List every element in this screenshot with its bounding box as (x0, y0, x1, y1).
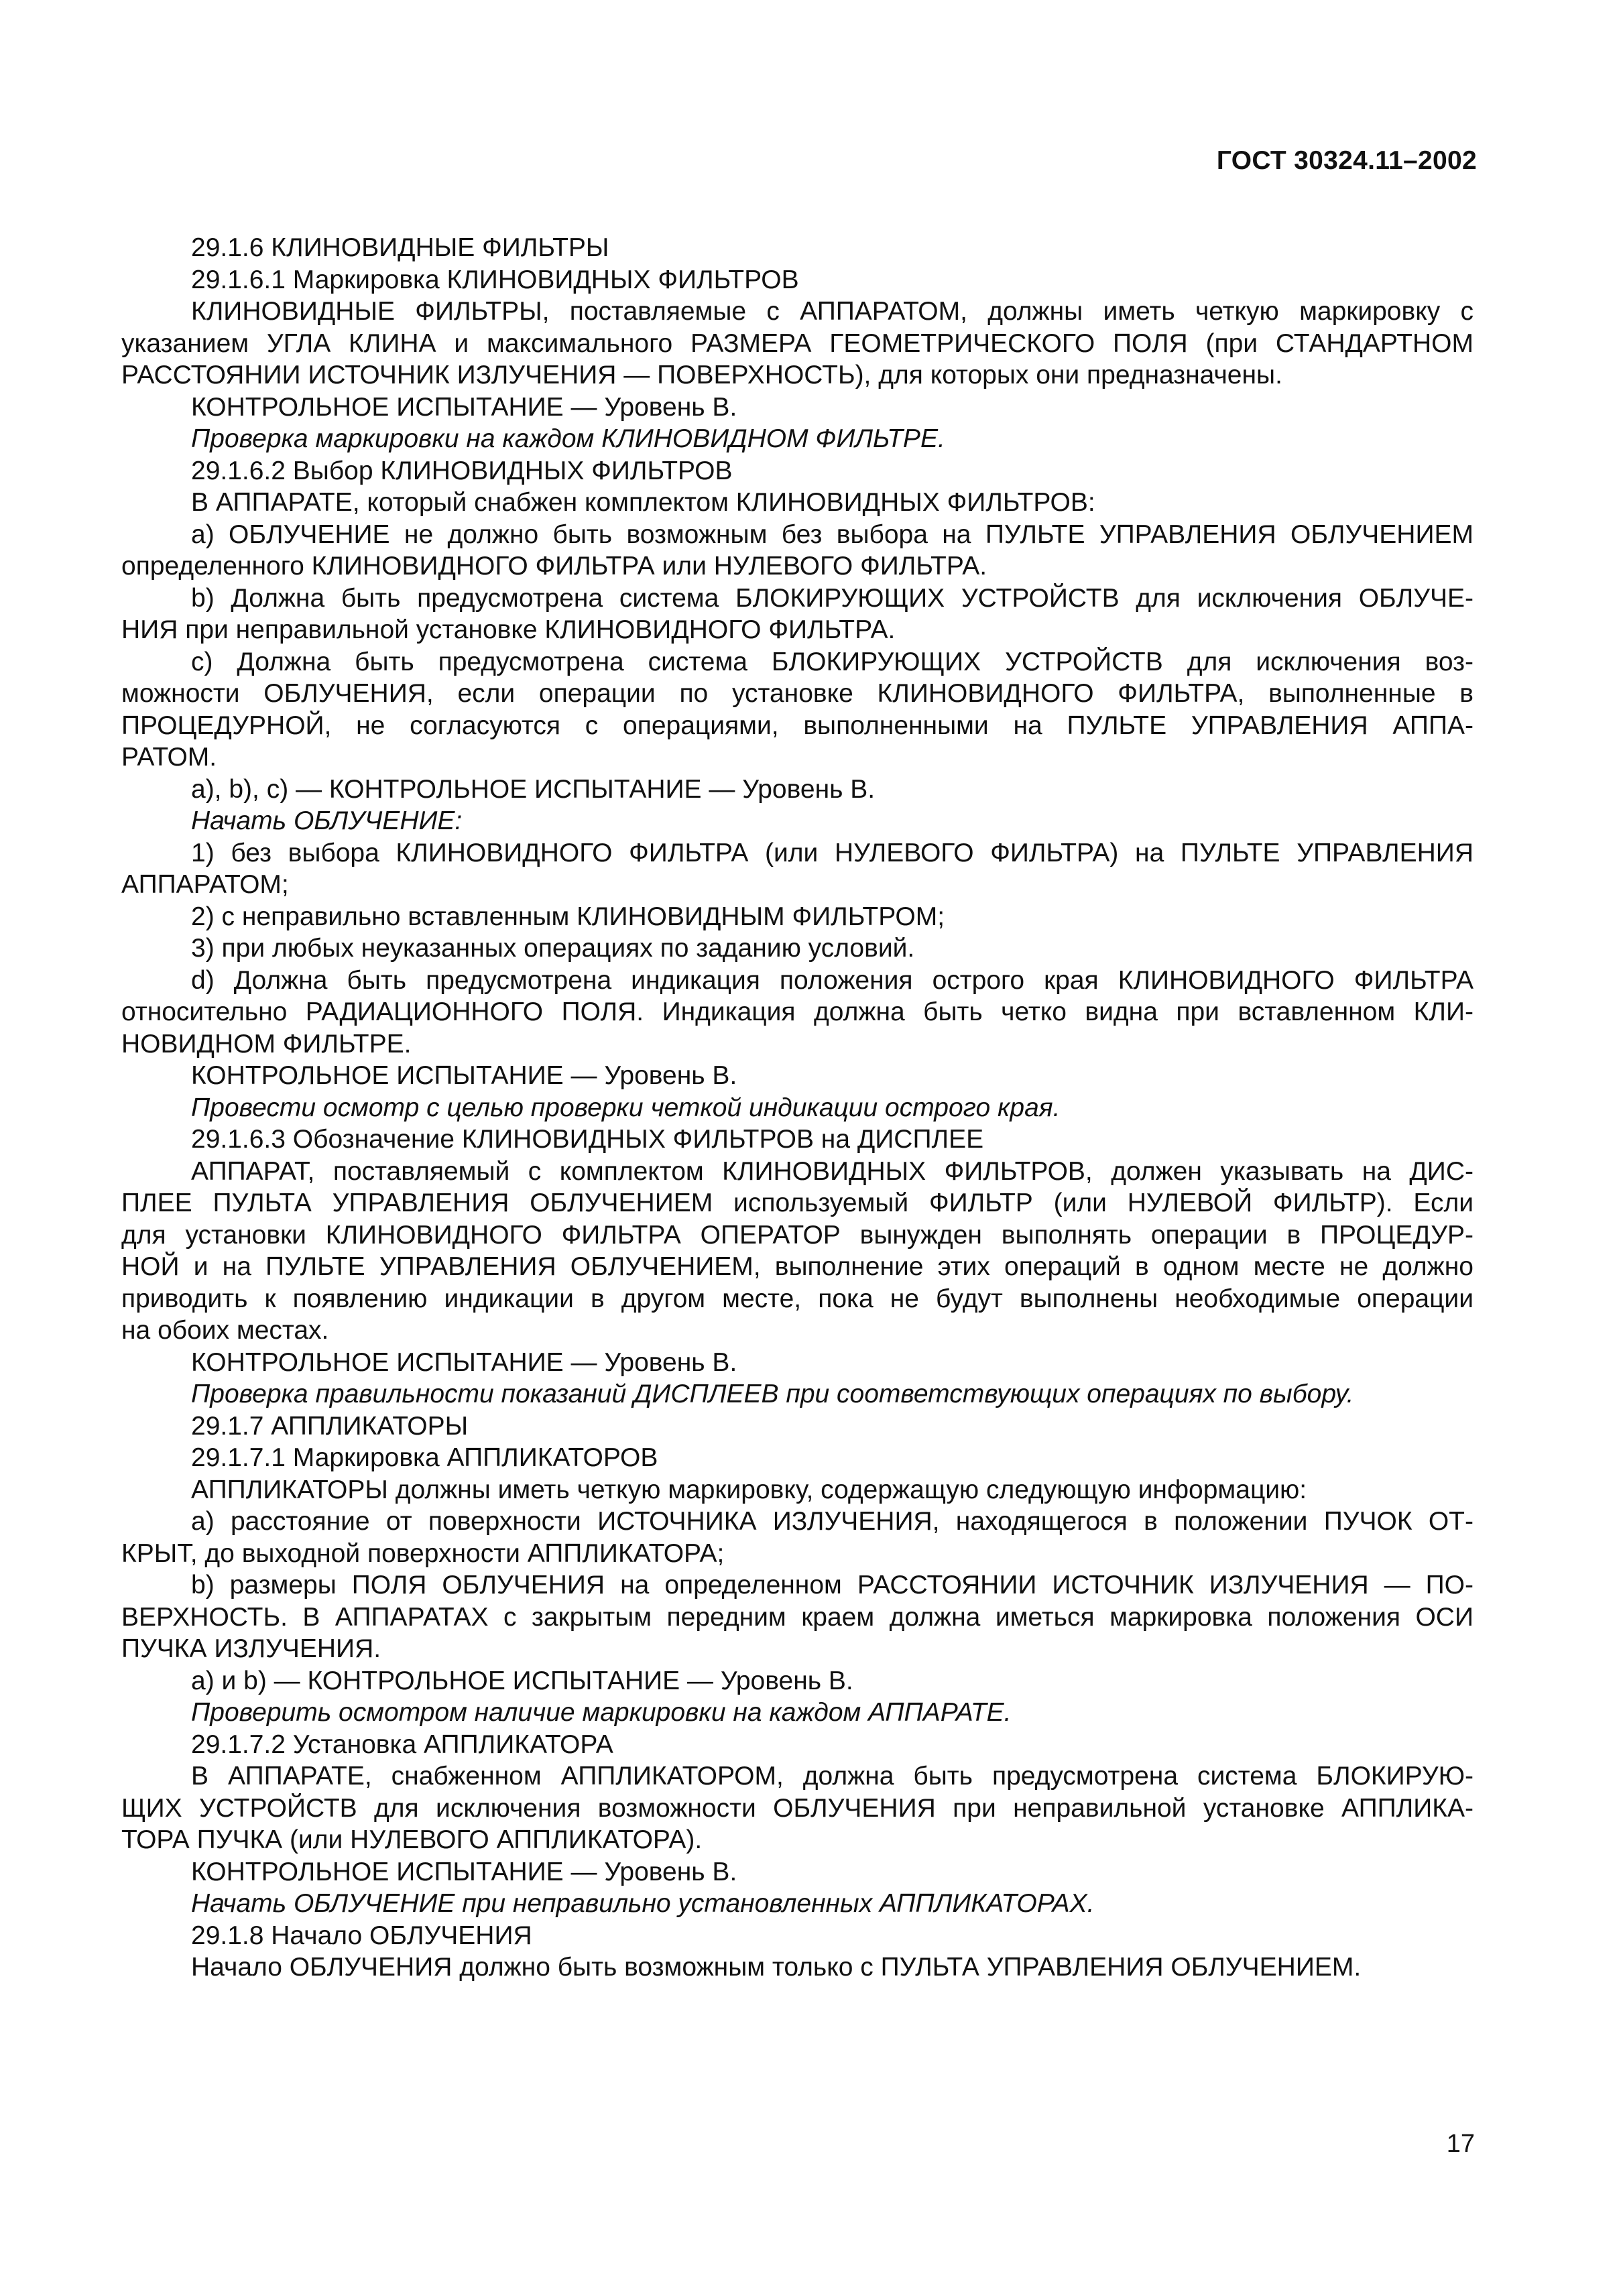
text-line: 1) без выбора КЛИНОВИДНОГО ФИЛЬТРА (или НУЛЕВОГО ФИЛЬТРА) на ПУЛЬТЕ УПРАВЛЕНИЯ (191, 838, 1474, 867)
text-line: 29.1.8 Начало ОБЛУЧЕНИЯ (191, 1921, 532, 1950)
text-line: КОНТРОЛЬНОЕ ИСПЫТАНИЕ — Уровень В. (191, 1857, 737, 1886)
text-line: 29.1.6.1 Маркировка КЛИНОВИДНЫХ ФИЛЬТРОВ (191, 265, 799, 294)
text-line: ПРОЦЕДУРНОЙ, не согласуются с операциями, выполненными на ПУЛЬТЕ УПРАВЛЕНИЯ АППА- (121, 711, 1474, 740)
text-line: В АППАРАТЕ, который снабжен комплектом КЛИНОВИДНЫХ ФИЛЬТРОВ: (191, 488, 1095, 517)
text-line: 29.1.7 АППЛИКАТОРЫ (191, 1411, 469, 1441)
text-line: b) размеры ПОЛЯ ОБЛУЧЕНИЯ на определенном РАССТОЯНИИ ИСТОЧНИК ИЗЛУЧЕНИЯ — ПО- (191, 1571, 1474, 1599)
text-line: КЛИНОВИДНЫЕ ФИЛЬТРЫ, поставляемые с АППАРАТОМ, должны иметь четкую маркировку с (191, 297, 1474, 326)
text-line: АППАРАТ, поставляемый с комплектом КЛИНОВИДНЫХ ФИЛЬТРОВ, должен указывать на ДИС- (191, 1156, 1474, 1186)
italic-text-line: Начать ОБЛУЧЕНИЕ при неправильно установленных АППЛИКАТОРАХ. (191, 1889, 1095, 1918)
text-line: указанием УГЛА КЛИНА и максимального РАЗМЕРА ГЕОМЕТРИЧЕСКОГО ПОЛЯ (при СТАНДАРТНОМ (121, 328, 1474, 358)
text-line: для установки КЛИНОВИДНОГО ФИЛЬТРА ОПЕРАТОР вынужден выполнять операции в ПРОЦЕДУР- (121, 1220, 1474, 1250)
text-line: приводить к появлению индикации в другом месте, пока не будут выполнены необходимые операции (121, 1284, 1474, 1313)
text-line: ПЛЕЕ ПУЛЬТА УПРАВЛЕНИЯ ОБЛУЧЕНИЕМ используемый ФИЛЬТР (или НУЛЕВОЙ ФИЛЬТР). Если (121, 1189, 1474, 1217)
document-body (121, 232, 1474, 1984)
italic-text-line: Проверка правильности показаний ДИСПЛЕЕВ при соответствующих операциях по выбору. (191, 1380, 1354, 1408)
text-line: а), b), с) — КОНТРОЛЬНОЕ ИСПЫТАНИЕ — Уровень В. (191, 774, 876, 804)
text-line: АППЛИКАТОРЫ должны иметь четкую маркировку, содержащую следующую информацию: (191, 1475, 1307, 1504)
text-line: КОНТРОЛЬНОЕ ИСПЫТАНИЕ — Уровень В. (191, 392, 737, 422)
text-line: 29.1.7.1 Маркировка АППЛИКАТОРОВ (191, 1443, 658, 1472)
italic-text-line: Провести осмотр с целью проверки четкой индикации острого края. (191, 1093, 1061, 1122)
text-line: можности ОБЛУЧЕНИЯ, если операции по установке КЛИНОВИДНОГО ФИЛЬТРА, выполненные в (121, 679, 1474, 708)
text-line: определенного КЛИНОВИДНОГО ФИЛЬТРА или НУЛЕВОГО ФИЛЬТРА. (121, 552, 987, 581)
text-line: 29.1.6 КЛИНОВИДНЫЕ ФИЛЬТРЫ (191, 233, 609, 262)
italic-text-line: Проверить осмотром наличие маркировки на каждом АППАРАТЕ. (191, 1698, 1012, 1727)
text-line: 3) при любых неуказанных операциях по заданию условий. (191, 934, 915, 963)
text-line: а) и b) — КОНТРОЛЬНОЕ ИСПЫТАНИЕ — Уровень В. (191, 1666, 853, 1695)
document-header: ГОСТ 30324.11–2002 (1216, 146, 1477, 175)
text-line: Начало ОБЛУЧЕНИЯ должно быть возможным только с ПУЛЬТА УПРАВЛЕНИЯ ОБЛУЧЕНИЕМ. (191, 1953, 1362, 1982)
text-line: В АППАРАТЕ, снабженном АППЛИКАТОРОМ, должна быть предусмотрена система БЛОКИРУЮ- (191, 1762, 1474, 1791)
text-line: d) Должна быть предусмотрена индикация положения острого края КЛИНОВИДНОГО ФИЛЬТРА (191, 965, 1474, 995)
text-line: РАССТОЯНИИ ИСТОЧНИК ИЗЛУЧЕНИЯ — ПОВЕРХНОСТЬ), для которых они предназначены. (121, 361, 1282, 389)
text-line: 29.1.7.2 Установка АППЛИКАТОРА (191, 1730, 613, 1759)
text-line: КОНТРОЛЬНОЕ ИСПЫТАНИЕ — Уровень В. (191, 1347, 737, 1377)
text-line: КОНТРОЛЬНОЕ ИСПЫТАНИЕ — Уровень В. (191, 1061, 737, 1090)
italic-text-line: Проверка маркировки на каждом КЛИНОВИДНОМ ФИЛЬТРЕ. (191, 424, 945, 453)
text-line: КРЫТ, до выходной поверхности АППЛИКАТОРА; (121, 1538, 725, 1568)
text-line: с) Должна быть предусмотрена система БЛОКИРУЮЩИХ УСТРОЙСТВ для исключения воз- (191, 647, 1474, 676)
text-line: НОВИДНОМ ФИЛЬТРЕ. (121, 1029, 412, 1059)
text-line: НИЯ при неправильной установке КЛИНОВИДНОГО ФИЛЬТРА. (121, 615, 896, 644)
text-line: АППАРАТОМ; (121, 870, 289, 899)
text-line: а) расстояние от поверхности ИСТОЧНИКА ИЗЛУЧЕНИЯ, находящегося в положении ПУЧОК ОТ- (191, 1507, 1474, 1536)
text-line: ВЕРХНОСТЬ. В АППАРАТАХ с закрытым передним краем должна иметься маркировка положения ОСИ (121, 1602, 1474, 1632)
text-line: ПУЧКА ИЗЛУЧЕНИЯ. (121, 1634, 381, 1663)
text-line: относительно РАДИАЦИОННОГО ПОЛЯ. Индикация должна быть четко видна при вставленном КЛИ- (121, 998, 1474, 1026)
text-line: ТОРА ПУЧКА (или НУЛЕВОГО АППЛИКАТОРА). (121, 1825, 703, 1854)
text-line: РАТОМ. (121, 743, 217, 772)
text-line: 29.1.6.2 Выбор КЛИНОВИДНЫХ ФИЛЬТРОВ (191, 456, 733, 485)
text-line: 29.1.6.3 Обозначение КЛИНОВИДНЫХ ФИЛЬТРОВ на ДИСПЛЕЕ (191, 1125, 984, 1154)
text-line: ЩИХ УСТРОЙСТВ для исключения возможности ОБЛУЧЕНИЯ при неправильной установке АППЛИКА- (121, 1793, 1474, 1823)
text-line: 2) с неправильно вставленным КЛИНОВИДНЫМ ФИЛЬТРОМ; (191, 902, 945, 931)
text-line: b) Должна быть предусмотрена система БЛОКИРУЮЩИХ УСТРОЙСТВ для исключения ОБЛУЧЕ- (191, 583, 1474, 613)
italic-text-line: Начать ОБЛУЧЕНИЕ: (191, 806, 463, 835)
page-number: 17 (1446, 2130, 1475, 2158)
text-line: на обоих местах. (121, 1316, 329, 1345)
text-line: НОЙ и на ПУЛЬТЕ УПРАВЛЕНИЯ ОБЛУЧЕНИЕМ, выполнение этих операций в одном месте не должно (121, 1252, 1474, 1281)
text-line: а) ОБЛУЧЕНИЕ не должно быть возможным без выбора на ПУЛЬТЕ УПРАВЛЕНИЯ ОБЛУЧЕНИЕМ (191, 520, 1474, 549)
